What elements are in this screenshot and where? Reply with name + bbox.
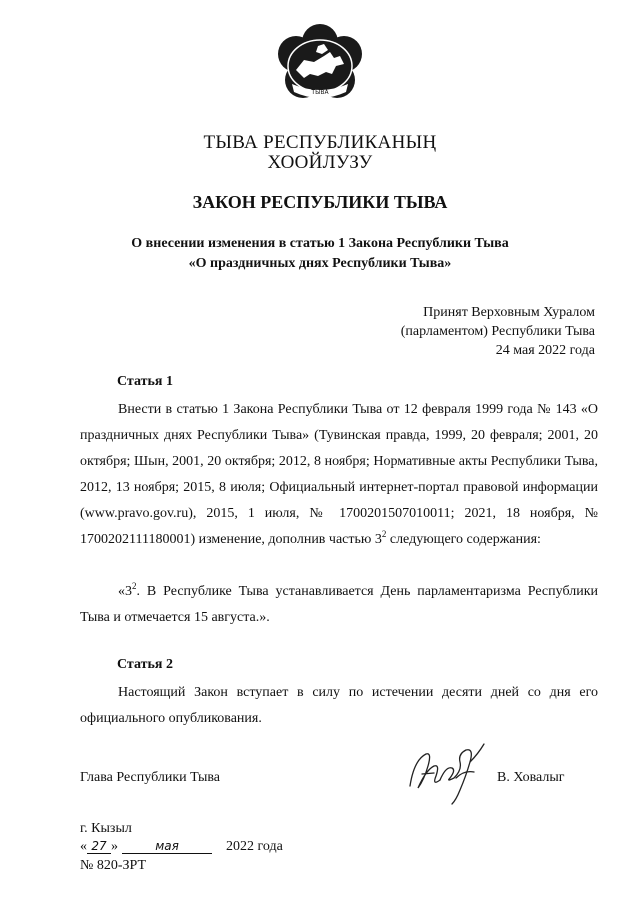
adopted-date: 24 мая 2022 года: [495, 343, 595, 358]
article-1-quote-b: . В Республике Тыва устанавливается День парламентаризма Республики Тыва и отмечается 15 августа.».: [80, 584, 598, 625]
footer-city: г. Кызыл: [80, 821, 132, 836]
subject-line-2: «О праздничных днях Республики Тыва»: [188, 256, 452, 271]
article-2-paragraph: [80, 680, 598, 732]
article-2-text: Настоящий Закон вступает в силу по истечении десяти дней со дня его официального опубликования.: [80, 685, 598, 726]
adopted-line-2: (парламентом) Республики Тыва: [400, 324, 595, 339]
handwritten-signature-icon: [404, 740, 490, 806]
header-line-2: ХООЙЛУЗУ: [267, 152, 373, 173]
date-day: 27: [87, 839, 111, 854]
date-close-quote: »: [111, 839, 118, 854]
emblem-text: ТЫВА: [311, 89, 329, 96]
article-2-heading: Статья 2: [117, 657, 173, 672]
header-line-1: ТЫВА РЕСПУБЛИКАНЫҢ: [203, 132, 437, 153]
coat-of-arms-icon: [274, 22, 366, 108]
article-1-text-a: Внести в статью 1 Закона Республики Тыва от 12 февраля 1999 года № 143 «О праздничных днях Республики Тыва» (Тувинская правда, 1999, 20 февраля; 2001, 20 октября; Шын, 2001, 20 октября; 2012, 8 ноября; Нормативные акты Республики Тыва, 2012, 13 ноября; 2015, 8 июля; Официальный интернет-портал правовой информации (www.pravo.gov.ru), 2015, 1 июля, № 1700201507010011; 2021, 18 ноября, № 1700202111180001) изменение, дополнив частью 3: [80, 402, 598, 547]
article-1-paragraph-2: [80, 579, 598, 631]
article-1-paragraph-1: [80, 397, 598, 553]
law-title: ЗАКОН РЕСПУБЛИКИ ТЫВА: [192, 192, 448, 212]
signatory-position: Глава Республики Тыва: [80, 770, 221, 785]
date-month: мая: [122, 839, 212, 854]
article-1-heading: Статья 1: [117, 374, 173, 389]
law-number: № 820-ЗРТ: [80, 858, 147, 873]
signatory-name: В. Ховалыг: [497, 770, 565, 785]
article-1-sup: 2: [381, 529, 387, 539]
article-1-quote-a: «3: [118, 584, 132, 599]
article-1-quote-sup: 2: [132, 581, 137, 591]
date-open-quote: «: [80, 839, 87, 854]
article-1-text-b: следующего содержания:: [386, 532, 541, 547]
adopted-line-1: Принят Верховным Хуралом: [423, 305, 595, 320]
footer-date: [80, 839, 283, 855]
subject-line-1: О внесении изменения в статью 1 Закона Республики Тыва: [131, 236, 509, 251]
date-year: 2022 года: [226, 839, 283, 854]
